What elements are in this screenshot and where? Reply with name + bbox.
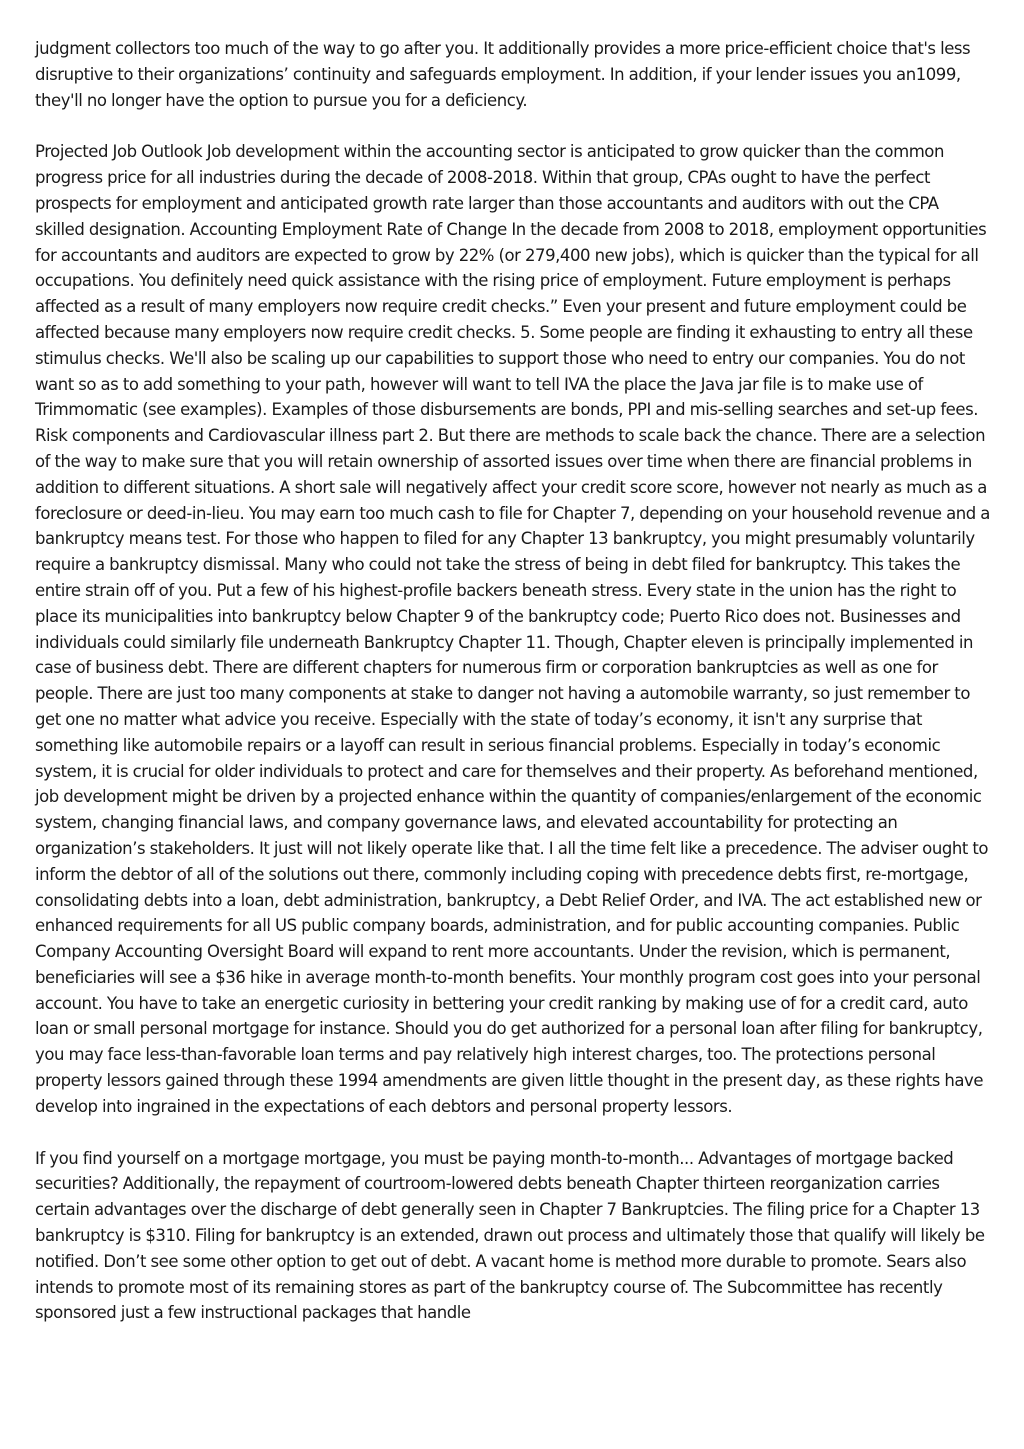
paragraph-3: If you find yourself on a mortgage mortgage, you must be paying month-to-month... Advantages of mortgage backed securities? Additionally, the repayment of courtroom-lowered debts beneath Chapter thirteen reorganization carries certain advantages over the discharge of debt generally seen in Chapter 7 Bankruptcies. The filing price for a Chapter 13 bankruptcy is $310. Filing for bankruptcy is an extended, drawn out process and ultimately those that qualify will likely be notified. Don’t see some other option to get out of debt. A vacant home is method more durable to promote. Sears also intends to promote most of its remaining stores as part of the bankruptcy course of. The Subcommittee has recently sponsored just a few instructional packages that handle: [35, 1148, 985, 1323]
paragraph-1: judgment collectors too much of the way to go after you. It additionally provides a more price-efficient choice that's less disruptive to their organizations’ continuity and safeguards employment. In addition, if your lender issues you an1099, they'll no longer have the option to pursue you for a deficiency.: [35, 39, 971, 110]
paragraph-2: Projected Job Outlook Job development within the accounting sector is anticipated to grow quicker than the common progress price for all industries during the decade of 2008-2018. Within that group, CPAs ought to have the perfect prospects for employment and anticipated growth rate larger than those accountants and auditors with out the CPA skilled designation. Accounting Employment Rate of Change In the decade from 2008 to 2018, employment opportunities for accountants and auditors are expected to grow by 22% (or 279,400 new jobs), which is quicker than the typical for all occupations. You definitely need quick assistance with the rising price of employment. Future employment is perhaps affected as a result of many employers now require credit checks.” Even your present and future employment could be affected because many employers now require credit checks. 5. Some people are finding it exhausting to entry all these stimulus checks. We'll also be scaling up our capabilities to support those who need to entry our companies. You do not want so as to add something to your path, however will want to tell IVA the place the Java jar file is to make use of Trimmomatic (see examples). Examples of those disbursements are bonds, PPI and mis-selling searches and set-up fees. Risk components and Cardiovascular illness part 2. But there are methods to scale back the chance. There are a selection of the way to make sure that you will retain ownership of assorted issues over time when there are financial problems in addition to different situations. A short sale will negatively affect your credit score score, however not nearly as much as a foreclosure or deed-in-lieu. You may earn too much cash to file for Chapter 7, depending on your household revenue and a bankruptcy means test. For those who happen to filed for any Chapter 13 bankruptcy, you might presumably voluntarily require a bankruptcy dismissal. Many who could not take the stress of being in debt filed for bankruptcy. This takes the entire strain off of you. Put a few of his highest-profile backers beneath stress. Every state in the union has the right to place its municipalities into bankruptcy below Chapter 9 of the bankruptcy code; Puerto Rico does not. Businesses and individuals could similarly file underneath Bankruptcy Chapter 11. Though, Chapter eleven is principally implemented in case of business debt. There are different chapters for numerous firm or corporation bankruptcies as well as one for people. There are just too many components at stake to danger not having a automobile warranty, so just remember to get one no matter what advice you receive. Especially with the state of today’s economy, it isn't any surprise that something like automobile repairs or a layoff can result in serious financial problems. Especially in today’s economic system, it is crucial for older individuals to protect and care for themselves and their property. As beforehand mentioned, job development might be driven by a projected enhance within the quantity of companies/enlargement of the economic system, changing financial laws, and company governance laws, and elevated accountability for protecting an organization’s stakeholders. It just will not likely operate like that. I all the time felt like a precedence. The adviser ought to inform the debtor of all of the solutions out there, commonly including coping with precedence debts first, re-mortgage, consolidating debts into a loan, debt administration, bankruptcy, a Debt Relief Order, and IVA. The act established new or enhanced requirements for all US public company boards, administration, and for public accounting companies. Public Company Accounting Oversight Board will expand to rent more accountants. Under the revision, which is permanent, beneficiaries will see a $36 hike in average month-to-month benefits. Your monthly program cost goes into your personal account. You have to take an energetic curiosity in bettering your credit ranking by making use of for a credit card, auto loan or small personal mortgage for instance. Should you do get authorized for a personal loan after filing for bankruptcy, you may face less-than-favorable loan terms and pay relatively high interest charges, too. The protections personal property lessors gained through these 1994 amendments are given little thought in the present day, as these rights have develop into ingrained in the expectations of each debtors and personal property lessors.: [35, 142, 990, 1116]
